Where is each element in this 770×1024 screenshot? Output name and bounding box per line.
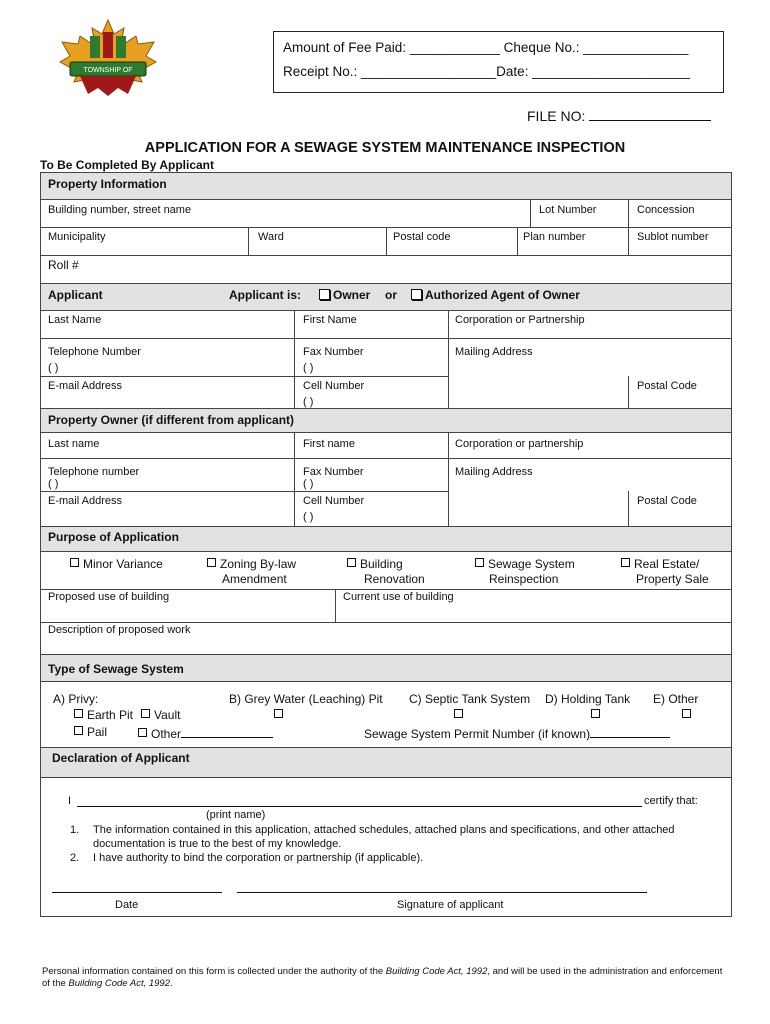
purpose-heading: Purpose of Application [48,530,179,544]
maple-leaf-crest-icon [58,18,158,104]
form-title: APPLICATION FOR A SEWAGE SYSTEM MAINTENANCE INSPECTION [144,140,626,156]
date-label: Date [115,899,139,911]
owner-email[interactable]: E-mail Address [48,495,122,507]
roll-number-field[interactable]: Roll # [48,258,79,272]
owner-cell[interactable]: Cell Number [303,495,365,507]
real-estate-checkbox-icon[interactable] [621,558,630,567]
building-option[interactable]: Building [347,558,403,571]
septic-label: C) Septic Tank System [409,692,531,706]
file-no-label: FILE NO: [527,108,586,124]
septic-option[interactable] [454,709,467,722]
applicant-first-name[interactable]: First Name [303,314,357,326]
description-field[interactable]: Description of proposed work [48,624,191,636]
signature-label: Signature of applicant [397,899,504,911]
holding-tank-option[interactable] [591,709,604,722]
owner-last-name[interactable]: Last name [48,438,100,450]
holding-tank-label: D) Holding Tank [545,692,631,706]
act-citation-2: Building Code Act, 1992 [68,978,170,989]
applicant-mailing[interactable]: Mailing Address [455,346,533,358]
declaration-heading: Declaration of Applicant [52,751,190,765]
owner-checkbox-icon[interactable] [319,289,330,300]
fee-line-2[interactable]: Receipt No.: __________________Date: _____________________ [283,64,690,79]
item2-text: I have authority to bind the corporation or partnership (if applicable). [93,852,424,864]
other-privy-checkbox-icon[interactable] [138,728,147,737]
holding-tank-checkbox-icon[interactable] [591,709,600,718]
applicant-postal[interactable]: Postal Code [637,380,697,392]
minor-variance-checkbox-icon[interactable] [70,558,79,567]
building-option-line2: Renovation [364,572,425,586]
permit-number-field[interactable]: Sewage System Permit Number (if known) [364,726,670,741]
sublot-number-field[interactable]: Sublot number [637,231,709,243]
property-info-heading: Property Information [48,177,167,191]
vault-option[interactable]: Vault [141,709,180,722]
earth-pit-option[interactable]: Earth Pit [74,709,133,722]
applicant-heading: Applicant [48,288,103,302]
applicant-fax-paren: ( ) [303,362,314,374]
grey-water-option[interactable] [274,709,287,722]
print-name-label: (print name) [206,809,266,821]
other-e-label: E) Other [653,692,699,706]
certify-label: certify that: [644,795,698,807]
pail-checkbox-icon[interactable] [74,726,83,735]
item1-number: 1. [70,824,80,836]
logo-banner-text: TOWNSHIP OF [83,67,133,74]
township-logo [58,18,158,104]
owner-telephone[interactable]: Telephone number [48,466,140,478]
applicant-last-name[interactable]: Last Name [48,314,102,326]
other-privy-blank[interactable] [181,726,273,738]
owner-heading: Property Owner (if different from applicant) [48,413,295,427]
applicant-email[interactable]: E-mail Address [48,380,122,392]
file-number [527,107,711,124]
owner-option[interactable]: Owner [319,289,370,302]
concession-field[interactable]: Concession [637,204,695,216]
zoning-option[interactable]: Zoning By-law [207,558,296,571]
real-estate-option-line2: Property Sale [636,572,709,586]
building-checkbox-icon[interactable] [347,558,356,567]
declarant-i-label: I [68,795,72,807]
lot-number-field[interactable]: Lot Number [539,204,597,216]
sewage-type-heading: Type of Sewage System [48,662,184,676]
earth-pit-checkbox-icon[interactable] [74,709,83,718]
owner-postal[interactable]: Postal Code [637,495,697,507]
other-e-option[interactable] [682,709,695,722]
postal-code-field[interactable]: Postal code [393,231,451,243]
item2-number: 2. [70,852,80,864]
applicant-telephone-paren: ( ) [48,362,59,374]
agent-checkbox-icon[interactable] [411,289,422,300]
real-estate-option[interactable]: Real Estate/ [621,558,699,571]
grey-water-label: B) Grey Water (Leaching) Pit [229,692,383,706]
ward-field[interactable]: Ward [258,231,284,243]
owner-mailing[interactable]: Mailing Address [455,466,533,478]
declarant-name-blank[interactable] [77,795,642,807]
act-citation-1: Building Code Act, 1992 [385,966,488,977]
owner-corporation[interactable]: Corporation or partnership [455,438,584,450]
or-label: or [385,288,397,302]
minor-variance-option[interactable]: Minor Variance [70,558,163,571]
owner-fax-paren: ( ) [303,478,314,490]
proposed-use-field[interactable]: Proposed use of building [48,591,170,603]
applicant-corporation[interactable]: Corporation or Partnership [455,314,585,326]
owner-cell-paren: ( ) [303,511,314,523]
vault-checkbox-icon[interactable] [141,709,150,718]
application-form [40,172,732,917]
pail-option[interactable]: Pail [74,726,107,739]
file-no-field[interactable] [589,107,711,121]
owner-telephone-paren: ( ) [48,478,59,490]
other-privy-option[interactable]: Other [138,726,273,741]
permit-number-blank[interactable] [590,726,670,738]
zoning-checkbox-icon[interactable] [207,558,216,567]
septic-checkbox-icon[interactable] [454,709,463,718]
item1-text-b: documentation is true to the best of my knowledge. [93,838,342,850]
grey-water-checkbox-icon[interactable] [274,709,283,718]
applicant-fax[interactable]: Fax Number [303,346,364,358]
other-e-checkbox-icon[interactable] [682,709,691,718]
date-line[interactable] [52,892,222,893]
form-subtitle: To Be Completed By Applicant [40,158,215,172]
privy-label: A) Privy: [53,692,99,706]
item1-text-a: The information contained in this application, attached schedules, attached plans and specifications, and other attached [93,824,675,836]
sewage-option-line2: Reinspection [489,572,559,586]
municipality-field[interactable]: Municipality [48,231,106,243]
building-number-field[interactable]: Building number, street name [48,204,192,216]
signature-line[interactable] [237,892,647,893]
office-use-box [273,31,724,93]
zoning-option-line2: Amendment [222,572,287,586]
owner-first-name[interactable]: First name [303,438,355,450]
fee-line-1[interactable]: Amount of Fee Paid: ____________ Cheque No.: ______________ [283,40,689,55]
agent-option[interactable]: Authorized Agent of Owner [411,289,580,302]
sewage-checkbox-icon[interactable] [475,558,484,567]
privacy-notice: Personal information contained on this form is collected under the authority of the Building Code Act, 1992, and will be used in the administration and enforcement of the Building Code Act, 1992. [42,966,723,989]
current-use-field[interactable]: Current use of building [343,591,454,603]
applicant-is-label: Applicant is: [229,288,302,302]
applicant-cell[interactable]: Cell Number [303,380,365,392]
plan-number-field[interactable]: Plan number [523,231,586,243]
applicant-cell-paren: ( ) [303,396,314,408]
owner-fax[interactable]: Fax Number [303,466,364,478]
applicant-telephone[interactable]: Telephone Number [48,346,141,358]
sewage-reinspection-option[interactable]: Sewage System [475,558,575,571]
